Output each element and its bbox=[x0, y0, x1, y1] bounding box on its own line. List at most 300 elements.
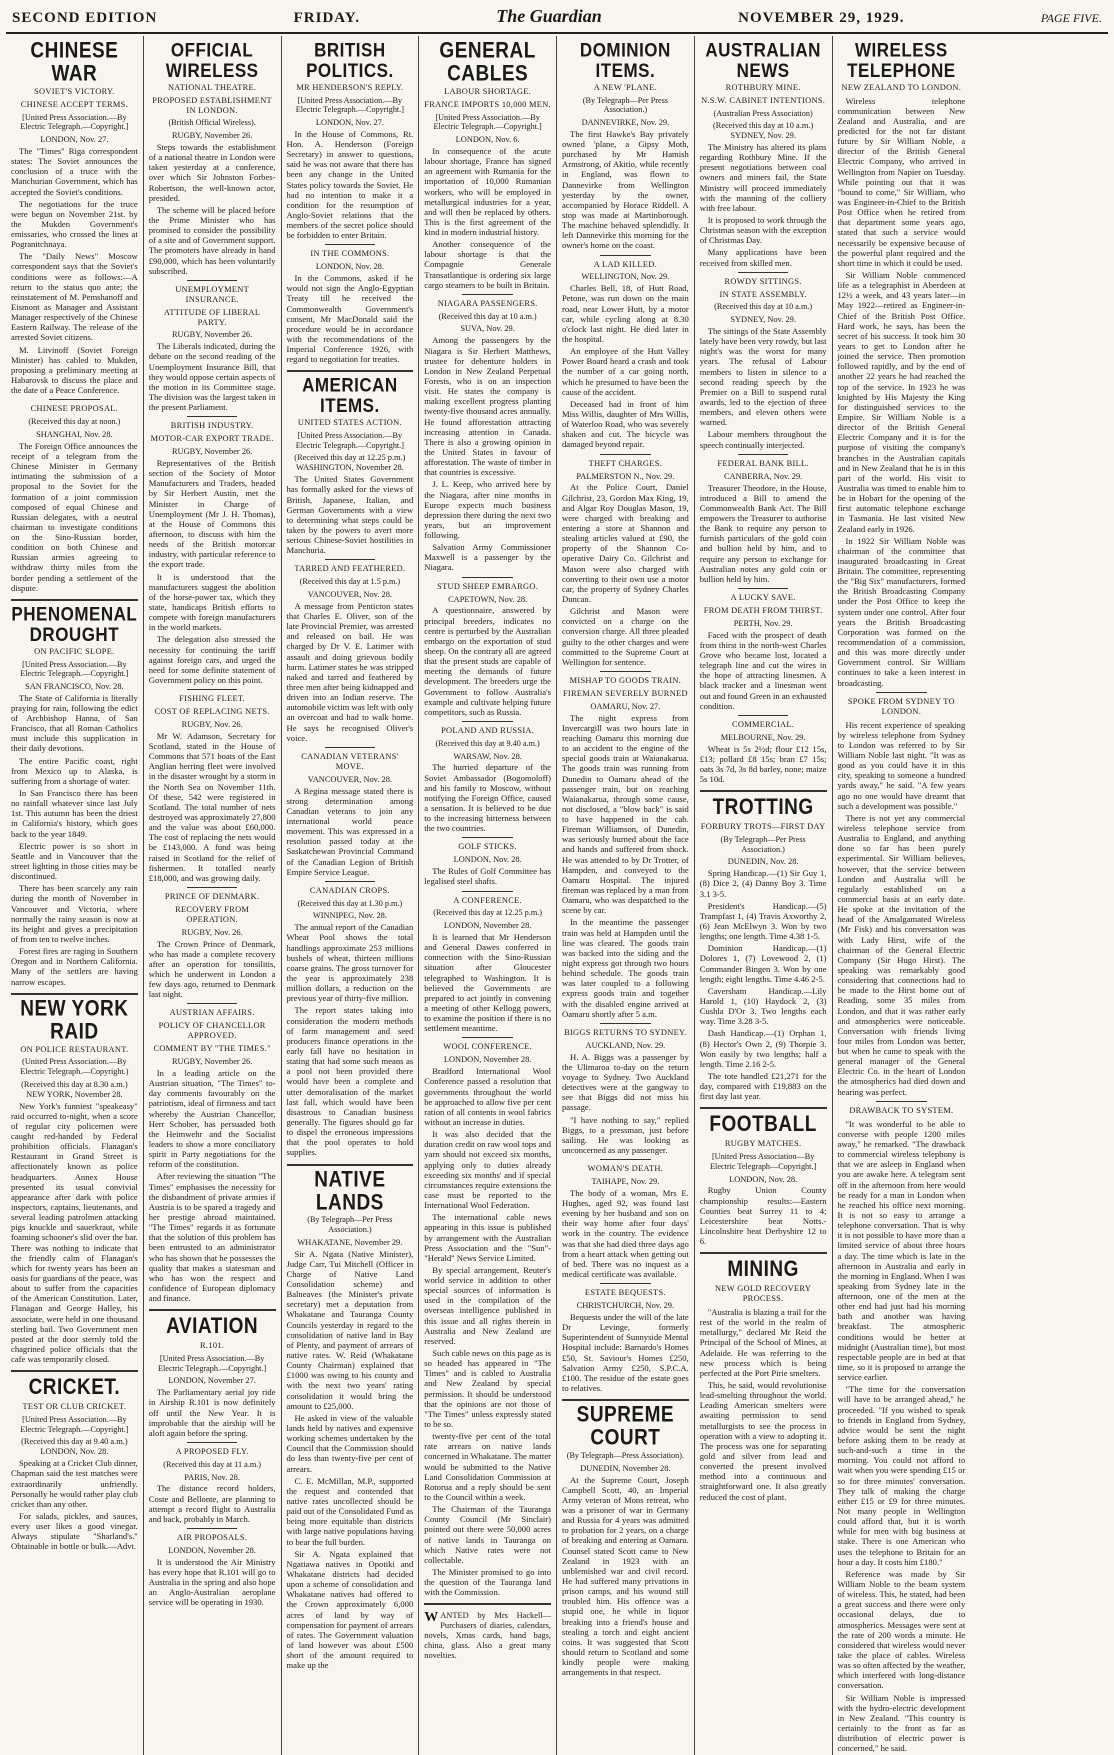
dateline: VANCOUVER, Nov. 28. bbox=[307, 774, 392, 784]
paragraph: "The time for the conversation will have to be arranged ahead," he proceeded. "If you wished to speak to friends in England from Sydney, advice would be sent the night before asking them to be ready at such-and-such a time in the morning. You could not afford to wait when you were spending £15 or so for three minutes' conversation. They talk of making the charge either £15 or £9 for three minutes. Not many people in Wellington could afford that, but it is worth while for men with big business at stake. There is one American who uses the telephone to Britain for an hour a day. It costs him £180." bbox=[837, 1384, 966, 1567]
subheading: MR HENDERSON'S REPLY. bbox=[296, 82, 404, 92]
article-body bbox=[287, 273, 414, 364]
paragraph: The delegation also stressed the necessity for continuing the tariff against foreign cars, and urged the need for some definite statement of Government policy on this point. bbox=[148, 634, 276, 685]
subheading: ON PACIFIC SLOPE. bbox=[34, 646, 115, 656]
paragraph: M. Litvinoff (Soviet Foreign Minister) has cabled to Mukden, proposing a preliminary meeting at Habarovsk to discuss the place and the date of a Peace Conference. bbox=[11, 344, 138, 396]
paragraph: Another consequence of the labour shortage is that the Compagnie Generale Transatlantique is ordering six large cargo steamers to be built in Britain. bbox=[424, 239, 551, 290]
subheading: UNEMPLOYMENT INSURANCE. bbox=[175, 284, 250, 304]
headline: DOMINION ITEMS. bbox=[579, 39, 671, 82]
dateline: WINNIPEG, Nov. 28. bbox=[312, 911, 387, 921]
subheading: SPOKE FROM SYDNEY TO LONDON. bbox=[847, 696, 955, 716]
wire-credit: [United Press Association.—By Electric Telegraph.—Copyright.] bbox=[20, 112, 129, 132]
dateline: LONDON, Nov. 28. bbox=[315, 262, 384, 272]
article bbox=[562, 1023, 689, 1155]
article-rule bbox=[876, 1101, 927, 1102]
dateline: WELLINGTON, Nov. 29. bbox=[581, 272, 670, 282]
paragraph: The Foreign Office announces the receipt of a telegram from the Chinese Minister in Germany intimating the submission of a proposal to the Soviet for the formation of a joint commission composed of equal Chinese and Russian delegates, with a neutral chairman to investigate conditions on the Sino-Russian border, condition on both Chinese and Russian armies agreeing to withdraw thirty miles from the border pending a settlement of the dispute. bbox=[11, 440, 138, 593]
section-rule bbox=[287, 370, 414, 372]
article bbox=[149, 416, 276, 685]
article-body bbox=[838, 1119, 966, 1754]
article-body bbox=[11, 1101, 138, 1365]
paragraph: This, he said, would revolutionise lead-smelting throughout the world. Leading American smelters were awaiting permission to send metallurgists to see the process in operation with a view to adopting it. The process was one for separating gold and silver from lead and converted the present involved method into a continuous and straightforward one. It also greatly reduced the cost of plant. bbox=[699, 1380, 827, 1502]
article bbox=[11, 993, 138, 1365]
paragraph: The Liberals indicated, during the debate on the second reading of the Unemployment Insurance Bill, that they would oppose certain aspects of the motion in its Committee stage. The division was the largest taken in the present Parliament. bbox=[148, 341, 276, 413]
article bbox=[11, 399, 138, 593]
paragraph: Electric power is so short in Seattle and in Vancouver that the street lighting in those cities may be discontinued. bbox=[11, 840, 138, 882]
paragraph: The negotiations for the truce were begun on November 21st. by the Mukden Government's emissaries, who crossed the lines at Pogranitchnaya. bbox=[11, 198, 138, 250]
dateline: OAMARU, Nov. 27. bbox=[590, 701, 661, 711]
paragraph: A message from Penticton states that Charles E. Oliver, son of the late Provincial Premier, was arrested and released on bail. He was charged by Dr V. E. Latimer with assault and doing grievous bodily harm. Latimer states he was stripped naked and tarred and feathered by three men after being kidnapped and driven into an Indian reserve. The automobile victim was left with only an overcoat and had to walk home. He says he recognised Oliver's voice. bbox=[286, 600, 414, 743]
article-body bbox=[562, 129, 689, 251]
article-body bbox=[424, 1066, 551, 1597]
article bbox=[838, 692, 966, 1097]
wire-credit: (United Press Association.—By Electric Telegraph.—Copyright.) bbox=[20, 1057, 129, 1077]
paragraph: The tote handled £21,271 for the day, compared with £19,883 on the first day last year. bbox=[699, 1070, 827, 1102]
paragraph: In San Francisco there has been no rainfall whatever since last July 1st. This autumn has been the driest in California's history, which goes back to the year 1849. bbox=[11, 788, 138, 839]
paragraph: "I have nothing to say," replied Biggs, to a pressman, just before sailing. He was looking as unconcerned as any passenger. bbox=[562, 1114, 689, 1155]
subheading: FEDERAL BANK BILL. bbox=[717, 458, 809, 468]
subheading: UNITED STATES ACTION. bbox=[297, 418, 402, 428]
section-rule bbox=[700, 1252, 827, 1254]
subheading: R.101. bbox=[200, 1341, 225, 1351]
paragraph: Treasurer Theodore, in the House, introduced a Bill to amend the Commonwealth Bank Act. The Bill empowers the Treasurer to authorise the Bank to require any person to furnish particulars of the gold coin and bullion held by him, and to require any person to exchange for Australian notes any gold coin or bullion held by him. bbox=[699, 482, 827, 584]
article bbox=[149, 1442, 276, 1524]
article-rule bbox=[600, 1023, 651, 1024]
paragraph: H. A. Biggs was a passenger by the Ulimaroa to-day on the return voyage to Sydney. Two Auckland detectives were at the gangway to see that Biggs did not miss his passage. bbox=[562, 1051, 689, 1113]
dateline: AUCKLAND, Nov. 29. bbox=[585, 1040, 666, 1050]
wire-credit: [United Press Association—By Electric Telegraph—Copyright.] bbox=[710, 1152, 817, 1171]
subheading: FRANCE IMPORTS 10,000 MEN. bbox=[424, 99, 551, 109]
article-body bbox=[562, 1475, 689, 1678]
headline: FOOTBALL bbox=[709, 1112, 817, 1137]
headline: AUSTRALIAN NEWS bbox=[705, 39, 821, 82]
article-rule bbox=[325, 881, 376, 882]
dateline: LONDON, November 27. bbox=[168, 1376, 256, 1386]
wire-credit: (Received this day at 11 a.m.) bbox=[163, 1459, 261, 1469]
article bbox=[424, 1037, 551, 1597]
article-body bbox=[11, 441, 138, 593]
subheading: COST OF REPLACING NETS. bbox=[154, 707, 270, 717]
dateline: RUGBY, Nov. 26. bbox=[181, 927, 243, 937]
paragraph: Bradford International Wool Conference passed a resolution that governments throughout the world be approached to allow five per cent ration of all contents in wool fabrics without an increase in duties. bbox=[424, 1066, 551, 1127]
article-body bbox=[424, 335, 551, 572]
dateline: RUGBY, November 26. bbox=[171, 330, 253, 340]
article-rule bbox=[738, 454, 789, 455]
subheading: ROTHBURY MINE. bbox=[725, 82, 801, 92]
article-body bbox=[838, 96, 966, 688]
article bbox=[149, 1528, 276, 1608]
article bbox=[149, 280, 276, 413]
dateline: LONDON, Nov. 6. bbox=[455, 135, 520, 145]
wire-credit: (Received this day at 1.30 p.m.) bbox=[297, 898, 403, 908]
article bbox=[699, 39, 827, 268]
article bbox=[838, 1101, 966, 1754]
article-rule bbox=[187, 1442, 238, 1443]
dateline: LONDON, November 28. bbox=[443, 1055, 532, 1065]
subheading: CANADIAN CROPS. bbox=[309, 885, 390, 895]
article bbox=[287, 1164, 414, 1671]
paragraph: In the meantime the passenger train was held at Hampden until the line was cleared. The goods train was backed into the siding and the night express got through two hours behind schedule. The goods train was later coupled to a following express goods train and together with the disabled engine arrived at Oamaru shortly after 5 a.m. bbox=[562, 917, 689, 1019]
article-body bbox=[700, 1185, 827, 1246]
wire-credit: (By Telegraph—Press Association). bbox=[566, 1450, 685, 1460]
paragraph: It was also decided that the duration credit on raw wool tops and yarn should not exceed six months, applying only to duties already exceeding six months' and if special circumstances require extensions the case must be reported to the International Wool Federation. bbox=[424, 1129, 551, 1211]
dateline: RUGBY, November 26. bbox=[171, 1057, 253, 1067]
dateline: SAN FRANCISCO, Nov. 28. bbox=[25, 681, 124, 691]
subheading: A CONFERENCE. bbox=[453, 895, 522, 905]
paragraph: Salvation Army Commissioner Maxwell is a passenger by the Niagara. bbox=[424, 542, 551, 573]
article-rule bbox=[600, 671, 651, 672]
subheading: A LUCKY SAVE. bbox=[730, 592, 796, 602]
paragraph: The Rules of Golf Committee has legalised steel shafts. bbox=[424, 866, 551, 887]
paragraph: It is proposed to work through the Christmas season with the exception of Christmas Day. bbox=[699, 214, 827, 246]
article-rule bbox=[462, 721, 513, 722]
paragraph: There is not yet any commercial wireless telephone service from Australia to England, and anything done so far has been purely experimental. Sir William believes, however, that the service between London and Australia will be regularly established on a commercial basis at an early date. He spoke at the invitation of the head of the Amalgamated Wireless (Mr Fisk) and his conversation was with Lady Hirst, wife of the chairman of the General Electric Company (Sir Hugo Hirst). The speaking was remarkably good considering that connections had to be made to the Hirst home out of Reading, some 35 miles from London, and that it was rather early and atmospherics were noticeable. Conversation with friends living four miles from London was better, but when he came to speak with the general manager of the General Electric Co. in the heart of London the atmospherics had died down and hearing was perfect. bbox=[837, 812, 966, 1097]
headline: CHINESE WAR bbox=[30, 38, 119, 86]
paragraph: At the Police Court, Daniel Gilchrist, 23, Gordon Max King, 19, and Algar Roy Douglas Mason, 19, were charged with breaking and entering a store at Shannon and stealing articles valued at £90, the property of the Shannon Co-operative Dairy Co. Gilchrist and Mason were also charged with converting to their own use a motor car, the property of Sydney Charles Duncan. bbox=[562, 482, 689, 604]
paragraph: The "Times" Riga correspondent states: The Soviet announces the conclusion of a truce with the Manchurian Government, which has accepted the Soviet's conditions. bbox=[11, 145, 138, 197]
paragraph: It is learned that Mr Henderson and General Dawes conferred in connection with the Sino-Russian situation after Gloucester telegraphed to Washington. It is believed the Governments are prepared to act jointly in convening a meeting of other Kellogg powers, to examine the position if there is no settlement meantime. bbox=[424, 932, 551, 1034]
wire-credit: (By Telegraph—Per Press Association.) bbox=[307, 1215, 393, 1235]
article-body bbox=[700, 483, 827, 584]
article-body bbox=[149, 142, 276, 276]
dateline: CAPETOWN, Nov. 28. bbox=[448, 594, 528, 604]
paragraph: Rugby Union County championship results:—Eastern Counties beat Surrey 11 to 4; Leicestershire beat Notts.-Lincolnshire beat Derbyshire 12 to 6. bbox=[699, 1185, 827, 1247]
masthead bbox=[6, 6, 1108, 34]
paragraph: His recent experience of speaking by wireless telephone from Sydney to London was referred to by Sir William Noble last night. "It was as good as you could have it in this city, speaking to someone a hundred yards away," he said. "A few years ago no one would have dreamt that such a development was possible." bbox=[837, 719, 966, 811]
article-body bbox=[287, 786, 414, 877]
paragraph: After reviewing the situation "The Times" emphasises the necessity for the disbandment of private armies if Austria is to be spared a tragedy and her prestige abroad maintained. "The Times" regards it as fortunate that the solution of this problem has been entrusted to an administrator who has shown that he possesses the quality that makes a statesman and who has won the respect and confidence of European diplomacy and finance. bbox=[148, 1171, 276, 1304]
paragraph: The distance record holders, Coste and Bellonte, are planning to attempt a record flight to Australia and back, probably in March. bbox=[148, 1483, 276, 1524]
article-body bbox=[287, 922, 414, 1157]
article bbox=[11, 38, 138, 396]
subheading: ATTITUDE OF LIBERAL PARTY. bbox=[163, 307, 261, 327]
article bbox=[149, 1003, 276, 1303]
news-column bbox=[419, 36, 557, 1755]
section-rule bbox=[11, 599, 138, 601]
paragraph: Among the passengers by the Niagara is Sir Herbert Matthews, trustee for debenture holders in London in New Zealand Perpetual Forests, who is on an inspection visit. He states the company is making excellent progress planting twenty-five thousand acres annually. He found afforestation attracting increasing attention in Canada. There is also a growing opinion in the United States in favour of afforestation. The waste of timber in that countries is excessive. bbox=[424, 335, 551, 478]
wire-credit: (British Official Wireless). bbox=[168, 118, 256, 128]
headline: PHENOMENAL DROUGHT bbox=[11, 603, 138, 646]
wire-credit: [United Press Association.—By Electric Telegraph.—Copyright.] bbox=[158, 1354, 267, 1373]
article bbox=[287, 747, 414, 877]
article-rule bbox=[738, 272, 789, 273]
section-rule bbox=[562, 1399, 689, 1401]
article-rule bbox=[462, 837, 513, 838]
dateline: RUGBY, November 26. bbox=[171, 447, 253, 457]
article bbox=[562, 454, 689, 667]
dateline: LONDON, November 28. bbox=[168, 1545, 256, 1555]
section-rule bbox=[700, 790, 827, 792]
article-body bbox=[287, 474, 414, 555]
article bbox=[562, 1399, 689, 1677]
wire-credit: (By Telegraph—Per Press Association.) bbox=[582, 95, 668, 115]
paragraph: The Minister promised to go into the question of the Tauranga land with the Commission. bbox=[424, 1567, 551, 1598]
wire-credit: (Received this day at 10 a.m.) bbox=[438, 311, 537, 321]
dateline: (Received this day at 9.40 a.m.) LONDON, Nov. 28. bbox=[21, 1437, 128, 1457]
dateline: CHRISTCHURCH, Nov. 29. bbox=[576, 1301, 675, 1311]
dateline: SHANGHAI, Nov. 28. bbox=[36, 429, 113, 439]
wire-credit: (Received this day at 9.40 a.m.) bbox=[435, 738, 540, 748]
classified-advert bbox=[424, 1611, 551, 1661]
article bbox=[287, 244, 414, 364]
dateline: LONDON, Nov. 27. bbox=[40, 135, 109, 145]
paragraph: C. E. McMillan, M.P., supported the request and contended that native rates uncollected should be paid out of the Consolidated Fund as being more equitable than districts with large native populations having to bear the full burden. bbox=[286, 1475, 414, 1547]
dateline: LONDON, Nov. 28. bbox=[453, 855, 522, 865]
article-body bbox=[424, 605, 551, 717]
subheading: MISHAP TO GOODS TRAIN. bbox=[569, 675, 682, 685]
paragraph: J. L. Keep, who arrived here by the Niagara, after nine months in Europe expects much business depression there during the next two years, but an improvement following. bbox=[424, 479, 551, 541]
article-rule bbox=[187, 416, 238, 417]
article-body bbox=[149, 939, 276, 1000]
headline: AVIATION bbox=[166, 1314, 259, 1339]
headline: BRITISH POLITICS. bbox=[306, 39, 394, 82]
subheading: ON POLICE RESTAURANT. bbox=[20, 1044, 129, 1054]
wire-credit: (Received this day at 10 a.m.) bbox=[714, 302, 813, 312]
subheading: ROWDY SITTINGS. bbox=[724, 276, 802, 286]
headline: OFFICIAL WIRELESS bbox=[165, 39, 259, 82]
subheading: N.S.W. CABINET INTENTIONS. bbox=[701, 95, 826, 105]
subheading: RUGBY MATCHES. bbox=[724, 1139, 802, 1149]
paragraph: It is understood that the manufacturers suggest the abolition of the horse-power tax, which they state, handicaps British efforts to compete with foreign manufacturers in the world markets. bbox=[148, 571, 276, 633]
section-rule bbox=[700, 1107, 827, 1109]
paragraph: Wireless telephone communication between New Zealand and Australia, and are predicted for the not far distant future by Sir William Noble, a director of the British General Electric Company, who arrived in Wellington from Napier on Tuesday. While pointing out that it was "bound to come," Sir William, who was Engineer-in-Chief to the British Post Office when he retired from that department some years ago, stated that such a service would necessarily be expensive because of the powerful plant required and the short time in which it could be used. bbox=[837, 95, 966, 268]
headline: NATIVE LANDS bbox=[314, 1167, 386, 1215]
dateline: WHAKATANE, November 29. bbox=[297, 1237, 403, 1247]
article-rule bbox=[187, 689, 238, 690]
subheading: THEFT CHARGES. bbox=[588, 458, 663, 468]
article bbox=[700, 1107, 827, 1246]
article-rule bbox=[462, 294, 513, 295]
article-body bbox=[149, 1557, 276, 1608]
paragraph: By special arrangement, Reuter's world service in addition to other special sources of information is used in the compilation of the overseas intelligence published in this issue and all rights therein in Australia and New Zealand are reserved. bbox=[424, 1264, 551, 1346]
paragraph: Dash Handicap.—(1) Orphan 1, (8) Hector's Own 2, (9) Thorpie 3. Won easily by two lengths; half a length. Time 2.16 2-5. bbox=[699, 1028, 827, 1069]
subheading: AIR PROPOSALS. bbox=[176, 1533, 248, 1543]
paragraph: An employee of the Hutt Valley Power Board heard a crash and took the number of a car going north, which he presumed to have been the cause of the accident. bbox=[562, 346, 689, 397]
paragraph: Sir William Noble commenced life as a telegraphist in Aberdeen at 12½ a week, and 43 years later—in May 1922—retired as Engineer-in-Chief of the British Post Office. Hard work, he says, has been the secret of his success. It took him 30 years to get to London after he joined the service. Then promotion followed rapidly, and by the end of another 22 years he had reached the top of the service. In 1923 he was knighted by His Majesty the King for distinguished services to the Empire. Sir William Noble is a director of the British General Electric Company and it is for the purpose of visiting the company's branches in the Australian capitals and in New Zealand that he is in this part of the world. His visit to Australia was timed to enable him to be in Hobart for the opening of the first automatic telephone exchange in Tasmania. He last visited New Zealand early in 1926. bbox=[837, 269, 966, 534]
paragraph: The State of California is literally praying for rain, following the edict of Archbishop Hanna, of San Francisco, that all Roman Catholics must include this supplication in their daily devotions. bbox=[11, 692, 138, 754]
news-column bbox=[833, 36, 971, 1755]
article-rule bbox=[325, 244, 376, 245]
news-column bbox=[557, 36, 695, 1755]
subheading: CANADIAN VETERANS' MOVE. bbox=[301, 751, 399, 771]
subheading: A NEW 'PLANE. bbox=[593, 82, 657, 92]
dateline: PARIS, Nov. 28. bbox=[184, 1472, 240, 1482]
article bbox=[149, 689, 276, 883]
dateline: DUNEDIN, November 28. bbox=[580, 1463, 671, 1473]
wire-credit: [United Press Association.—By Electric Telegraph.—Copyright.] bbox=[20, 659, 129, 679]
headline: CRICKET. bbox=[28, 1375, 121, 1400]
paragraph: In consequence of the acute labour shortage, France has signed an agreement with Rumania for the importation of 10,000 Rumanian workers, who will be employed in metallurgical industries for a year, and will then be replaced by others. This is the first agreement of the kind in modern industrial history. bbox=[424, 145, 551, 238]
paragraph: There has been scarcely any rain during the month of November in Vancouver and Victoria, where normally the rainy season is now at its height and gives a precipitation of from ten to twelve inches. bbox=[11, 883, 138, 944]
article-body bbox=[700, 1307, 827, 1502]
article bbox=[11, 1370, 138, 1551]
paragraph: Dominion Handicap.—(1) Dolores 1, (7) Lovewood 2, (1) Commander Bingen 3. Won by one length; eight lengths. Time 4.46 2-5. bbox=[699, 943, 827, 984]
subheading: IN STATE ASSEMBLY. bbox=[719, 289, 807, 299]
article bbox=[424, 721, 551, 833]
article bbox=[287, 881, 414, 1158]
subheading: GOLF STICKS. bbox=[458, 842, 517, 852]
article-body bbox=[700, 142, 827, 268]
dateline: LONDON, Nov. 27. bbox=[315, 117, 384, 127]
wire-credit: (Received this day at noon.) bbox=[28, 417, 121, 427]
article bbox=[424, 577, 551, 717]
issue-date: NOVEMBER 29, 1929. bbox=[738, 10, 905, 26]
dateline: CANBERRA, Nov. 29. bbox=[723, 471, 803, 481]
news-columns bbox=[6, 36, 1108, 1754]
paragraph: Charles Bell, 18, of Hutt Road, Petone, was run down on the main road, near Lower Hutt, by a motor car, while cycling along at 8.30 o'clock last night. He died later in the hospital. bbox=[562, 283, 689, 345]
article bbox=[700, 588, 827, 711]
article-body bbox=[700, 326, 827, 450]
paragraph: The annual report of the Canadian Wheat Pool shows the total handlings approximate 253 millions bushels of wheat, thirteen millions coarse grains. The gross turnover for the year is approximately 238 million dollars, a reduction on the previous year of thirty-five million. bbox=[286, 922, 414, 1004]
article-rule bbox=[462, 1037, 513, 1038]
paragraph: In 1922 Sir William Noble was chairman of the committee that inaugurated broadcasting in Great Britain. The committee, representing the "Big Six" manufacturers, formed the British Broadcasting Company under the Post Office to keep the system under one control. After four years the British Broadcasting Corporation was formed on the recommendation of a commission, and this was more directly under Government control. Sir William continues to take a keen interest in broadcasting. bbox=[837, 535, 966, 688]
news-column bbox=[695, 36, 833, 1755]
paragraph: He asked in view of the valuable lands held by natives and expensive working schemes undertaken by the Council that the Commission should do less than twenty-five per cent of arrears. bbox=[286, 1412, 414, 1474]
subheading: CHINESE ACCEPT TERMS. bbox=[20, 99, 128, 109]
paragraph: New York's funniest "speakeasy" raid occurred to-night, when a score of regular city policemen were caught red-handed by Federal prohibition officials. Flanagan's Restaurant in Grand Street is affectionately known as police headquarters. Annex House presented its usual convivial appearance after dark with police inspectors, captains, lieutenants, and several leading patrolmen attacking pigs knuckle and sauerkraut, while foaming schooner's slid over the bar. There was nothing to indicate that the friendly calm of Flanagan's which for twenty years has been an oasis for guardians of the peace, was about to suffer from the capacities of the American Constitution. Later, Flanagan and George Halley, his associate, were held in one thousand sterling bail. Two Government men posted at the door sternly told the chagrined police officials that the cafe was temporarily closed. bbox=[11, 1100, 138, 1365]
article bbox=[700, 454, 827, 584]
dateline: RUGBY, November 26. bbox=[171, 131, 253, 141]
paragraph: At the Supreme Court, Joseph Campbell Scott, 40, an Imperial Army veteran of Mons retreat, who was a prisoner of war in Germany and Russia for 4 years was admitted to probation for 2 years, on a charge of breaking and entering at Oamaru. Counsel stated Scott came to New Zealand in 1923 with an unblemished war and civil record. He had suffered many privations in prison camps, and his wound still troubled him. His offence was a stupid one, he while in liquor breaking into a friend's house and stealing a torch and eight ancient coins. It was suggested that Scott should return to Scotland and some kindly people were making arrangements in that respect. bbox=[562, 1474, 689, 1678]
article bbox=[148, 39, 276, 276]
subheading: WOOL CONFERENCE. bbox=[443, 1042, 532, 1052]
article-rule bbox=[325, 747, 376, 748]
dateline: PALMERSTON N., Nov. 29. bbox=[576, 471, 675, 481]
paragraph: Wheat is 5s 2½d; flour £12 15s, £13; pollard £8 15s; bran £7 15s; oats 3s 7d, 3s 8d barley, none; maize 5s 10d. bbox=[699, 743, 827, 785]
subheading: NEW ZEALAND TO LONDON. bbox=[841, 82, 962, 92]
paragraph: Sir A. Ngata explained that Ngatiawa natives in Opotiki and Whakatane districts had decided upon a scheme of consolidation and Whakatane natives had offered to the Crown approximately 6,000 acres of land by way of compensation for payment of arrears of rates. The Government valuation of land however was about £500 short of the amount required to make up the bbox=[286, 1548, 414, 1671]
article bbox=[424, 38, 551, 290]
subheading: POLAND AND RUSSIA. bbox=[441, 725, 535, 735]
article bbox=[837, 39, 966, 688]
article bbox=[562, 671, 689, 1019]
paragraph: President's Handicap.—(5) Trampfast 1, (4) Travis Axworthy 2, (6) Jean McElwyn 3. Won by two lengths; one length. Time 4.38 1-5. bbox=[699, 900, 827, 942]
paragraph: twenty-five per cent of the total rate arrears on native lands concerned in Whakatane. The matter would be submitted to the Native Land Consolidation Commission at Rotorua and a reply should be sent to the Council within a week. bbox=[424, 1431, 551, 1503]
paragraph: Gilchrist and Mason were convicted on a charge on the conversion charge. All three pleaded guilty to the other charges and were committed to the Supreme Court at Wellington for sentence. bbox=[562, 606, 689, 667]
paragraph: In a leading article on the Austrian situation, "The Times" to-day comments favourably on the patriotism, ideal of firmness and tact whereby the Austrian Chancellor, Herr Schober, has persuaded both the Heimwehr and the Socialist leaders to show a more conciliatory spirit in Party negotiations for the reform of the constitution. bbox=[148, 1067, 276, 1170]
paragraph: Faced with the prospect of death from thirst in the north-west Charles Grove who became lost, located a telegraph line and cut the wires in the hope of attracting linesmen. A black tracker and a linesman went out and found Green in an exhausted condition. bbox=[699, 629, 827, 711]
paragraph: The international cable news appearing in this issue is published by arrangement with the Australian Press Association and the "Sun"-"Herald" News Service Limited. bbox=[424, 1212, 551, 1263]
subheading: MOTOR-CAR EXPORT TRADE. bbox=[150, 434, 274, 444]
article-body bbox=[424, 932, 551, 1033]
paragraph: In the House of Commons, Rt. Hon. A. Henderson (Foreign Secretary) in answer to questions, said he was not aware that there has been any change in the United States policy towards the Soviet. He had no intention to make it a condition for the resumption of Anglo-Soviet relations that the members of the secret police should be forbidden to enter Britain. bbox=[286, 128, 414, 241]
headline: GENERAL CABLES bbox=[439, 38, 536, 86]
dateline: LONDON, November 28. bbox=[443, 921, 532, 931]
paragraph: Mr W. Adamson, Secretary for Scotland, stated in the House of Commons that 571 boats of the East Anglian herring fleet were involved in the disaster wrought by a storm in the North Sea on November 11th. Of these, 542 were registered in Scotland. The total number of nets destroyed was approximately 27,800 and the value was about £60,000. The cost of replacing the nets would be £143,000. A fund was being raised in Scotland for the relief of fishermen. It totalled nearly £18,000, and was growing daily. bbox=[148, 730, 276, 883]
paragraph: The Ministry has altered its plans regarding Rothbury Mine. If the present negotiations between coal owners and miners fail, the State Ministry will proceed immediately with the manning of the colliery with free labour. bbox=[699, 141, 827, 213]
article bbox=[149, 887, 276, 999]
paragraph: "It was wonderful to be able to converse with people 1200 miles away," he remarked. "The drawback to commercial wireless telephony is that we are asleep in England when you are awake here. A telegram sent off in the afternoon from here would be ready for a man in London when he reached his office next morning. It is not so easy to arrange a telephone conversation. That is why it is not possible to have more than a limited service of about three hours a day. The time which is late in the afternoon in Australia and early in the morning in England. When I was speaking from Sydney late in the afternoon, one of the men at the other end had just had his morning bath and another was having breakfast. The atmospheric conditions would be better at midnight (Australian time), but most respectable people are in bed at that time, so it is proposed to arrange the service earlier. bbox=[837, 1118, 966, 1383]
article-body bbox=[11, 1458, 138, 1551]
paragraph: Spring Handicap.—(1) Sir Guy 1, (8) Dice 2, (4) Danny Boy 3. Time 3.1 3-5. bbox=[699, 868, 827, 899]
article-rule bbox=[187, 280, 238, 281]
subheading: FROM DEATH FROM THIRST. bbox=[703, 605, 823, 615]
subheading: A PROPOSED FLY. bbox=[175, 1447, 249, 1456]
article-body bbox=[700, 744, 827, 785]
article bbox=[700, 272, 827, 450]
subheading: SOVIET'S VICTORY. bbox=[34, 86, 115, 96]
wire-credit: [United Press Association.—By Electric Telegraph.—Copyright.] bbox=[433, 112, 542, 132]
article-body bbox=[700, 630, 827, 711]
article bbox=[562, 39, 689, 251]
article-body bbox=[287, 129, 414, 241]
paragraph: Sir William Noble is impressed with the hydro-electric development in New Zealand. "This country is certainly to the front as far as distribution of electric power is concerned," he said. bbox=[837, 1692, 966, 1754]
headline: AMERICAN ITEMS. bbox=[302, 374, 398, 418]
article-rule bbox=[187, 887, 238, 888]
subheading: TEST OR CLUB CRICKET. bbox=[22, 1402, 127, 1412]
wire-credit: [United Press Association.—By Electric Telegraph.—Copyright.] bbox=[20, 1415, 129, 1434]
paragraph: The "Daily News" Moscow correspondent says that the Soviet's conditions were as follows:—A return to the status quo ante; the reinstatement of M. Pemshanoff and Eismont as Manager and Assistant Manager respectively of the Chinese Eastern Railway. The release of the arrested Soviet citizens. bbox=[11, 251, 138, 343]
article-rule bbox=[187, 1003, 238, 1004]
article-body bbox=[700, 868, 827, 1101]
article-body bbox=[562, 1052, 689, 1155]
dateline: (Received this day at 10 a.m.) SYDNEY, Nov. 29. bbox=[713, 121, 814, 141]
article bbox=[149, 1309, 276, 1438]
article bbox=[424, 837, 551, 886]
article-body bbox=[11, 693, 138, 987]
paragraph: Steps towards the establishment of a national theatre in London were taken yesterday at a conference, over which Sir Johnston Forbes-Robertson, the well-known actor, presided. bbox=[148, 141, 276, 203]
paragraph: Caversham Handicap.—Lily Harold 1, (10) Haydock 2, (3) Cushla D'Or 3. Two lengths each way. Time 3.28 3-5. bbox=[699, 985, 827, 1027]
article bbox=[286, 39, 414, 241]
dateline: WARSAW, Nov. 28. bbox=[453, 751, 522, 761]
paragraph: Forest fires are raging in Southern Oregon and in Northern California. Many of the settlers are having narrow escapes. bbox=[11, 946, 138, 987]
article-body bbox=[149, 1387, 276, 1438]
article-body bbox=[11, 146, 138, 395]
dateline: SYDNEY, Nov. 29. bbox=[730, 315, 796, 325]
subheading: CHINESE PROPOSAL. bbox=[30, 404, 119, 414]
headline: WIRELESS TELEPHONE bbox=[847, 39, 956, 82]
paragraph: Reference was made by Sir William Noble to the beam system of wireless. This, he stated, had been a great success and there were only occasional delays, due to atmospherics. Messages were sent at the rate of 200 words a minute. He considered that wireless would never take the place of cables. Wireless was so often affected by the weather, which interfered with long-distance conversation. bbox=[837, 1568, 966, 1691]
article-body bbox=[838, 720, 966, 1097]
subheading: PRINCE OF DENMARK. bbox=[164, 891, 260, 901]
headline: SUPREME COURT bbox=[576, 1402, 675, 1451]
subheading: IN THE COMMONS. bbox=[310, 249, 390, 259]
subheading: FORBURY TROTS—FIRST DAY bbox=[700, 822, 826, 832]
article bbox=[287, 370, 414, 555]
subheading: STUD SHEEP EMBARGO. bbox=[437, 581, 539, 591]
paragraph: The sittings of the State Assembly lately have been very rowdy, but last night's was the worst for many years. The refusal of Labour members to listen in silence to a second reading speech by the Premier on a Bill to suspend rural awards, led to the ejection of three members, and eleven others were warned. bbox=[699, 326, 827, 428]
article-body bbox=[149, 458, 276, 685]
article-body bbox=[562, 1312, 689, 1393]
subheading: BRITISH INDUSTRY. bbox=[170, 421, 254, 431]
news-column bbox=[282, 36, 420, 1755]
paragraph: Such cable news on this page as is so headed has appeared in "The Times" and is cabled to Australia and New Zealand by special permission. It should be understood that the opinions are not those of "The Times" unless expressly stated to be so. bbox=[424, 1348, 551, 1430]
article bbox=[700, 715, 827, 784]
paragraph: It is understood the Air Ministry has every hope that R.101 will go to Australia in the spring and also hope an Anglo-Australian aeroplane service will be operating in 1930. bbox=[148, 1556, 276, 1608]
paragraph: Labour members throughout the speech continually interjected. bbox=[699, 429, 827, 450]
article bbox=[424, 891, 551, 1034]
dateline: SUVA, Nov. 29. bbox=[460, 324, 515, 334]
section-rule bbox=[149, 1309, 276, 1311]
dateline: DANNEVIRKE, Nov. 29. bbox=[581, 117, 670, 127]
paragraph: The entire Pacific coast, right from Mexico up to Alaska, is suffering from a shortage of water. bbox=[11, 755, 138, 786]
page-number: PAGE FIVE. bbox=[1040, 11, 1102, 25]
subheading: NIAGARA PASSENGERS. bbox=[437, 298, 538, 308]
subheading: WOMAN'S DEATH. bbox=[587, 1164, 664, 1174]
paragraph: Representatives of the British section of the Society of Motor Manufacturers and Traders, headed by Sir Herbert Austin, met the Minister in Charge of Unemployment (Mr J. H. Thomas), at the House of Commons this afternoon, to discuss with him the needs of the British motorcar industry, with particular reference to the export trade. bbox=[148, 458, 276, 570]
paragraph: Speaking at a Cricket Club dinner, Chapman said the test matches were extraordinarily unfriendly. Personally he would rather play club cricket than any other. bbox=[11, 1458, 138, 1509]
subheading: COMMERCIAL. bbox=[732, 719, 795, 729]
dateline: TAIHAPE, Nov. 29. bbox=[591, 1177, 660, 1186]
subheading: LABOUR SHORTAGE. bbox=[444, 86, 532, 96]
dateline: VANCOUVER, Nov. 28. bbox=[307, 589, 392, 599]
article bbox=[424, 294, 551, 573]
article-rule bbox=[600, 1159, 651, 1160]
article-body bbox=[149, 1068, 276, 1303]
paragraph: The first Hawke's Bay privately owned 'plane, a Gipsy Moth, purchased by Mr Hamish Armstrong, of Akitio, while recently in England, was flown to Dannevirke from Wellington yesterday by the owner, accompanied by Horace Riddell. A stop was made at Martinborough. The machine behaved splendidly. It left Dannevirke this morning for the owner's home on the coast. bbox=[562, 128, 689, 251]
article-rule bbox=[49, 399, 100, 400]
article bbox=[562, 255, 689, 450]
